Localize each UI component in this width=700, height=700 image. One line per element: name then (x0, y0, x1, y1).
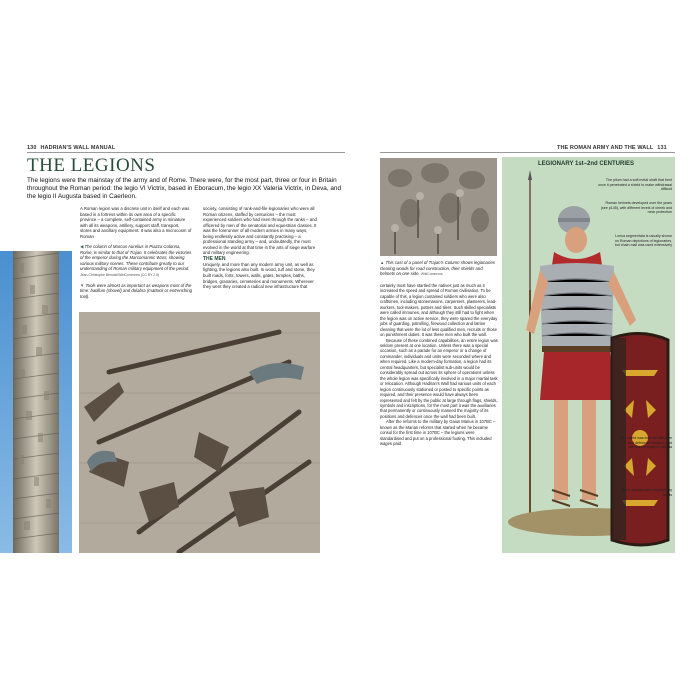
caption-pointer-icon: ▲ (380, 260, 386, 265)
note-sandals: Open sandals were replaced by boots (621, 488, 672, 497)
note-shield: The shield was both an offensive and defensive weapon, and carried the legion's insignia (619, 436, 672, 450)
note-helmet: Roman helmets developed over the years (see p145), with different levels of cheek and neck protection (600, 201, 672, 215)
caption-pointer-icon: ▼ (80, 282, 86, 288)
right-header-rule (380, 152, 675, 153)
legionary-box-title: LEGIONARY 1st–2nd CENTURIES (538, 161, 635, 167)
right-text-column (380, 283, 498, 447)
body-text: Uniquely, and more than any modern army unit, as well as fighting, the legions also built. In wood, turf and stone, they built roads, forts, towers, walls, gates, temples, baths, bridges, granaries, cemeteries and monuments. Wherever they went they created a radical new infrastructure that (203, 261, 315, 290)
note-pilum: The pilum had a soft metal shaft that bent once it penetrated a shield to make withdrawal difficult (598, 178, 672, 192)
body-text: A Roman legion was a discrete unit in itself and each was based in a fortress within its own area of a specific province – a complete, self-contained army in miniature with all its weapons, artillery, support staff, transport, stores and ancillary equipment. It was also a microcosm of Roman (80, 206, 192, 239)
trajan-column-cast-photo (380, 158, 497, 256)
text-column-1 (80, 206, 192, 299)
left-header-rule (27, 152, 345, 153)
note-lorica: Lorica segmentata is usually shown on Roman depictions of legionaries, but chain mail was used extensively (614, 234, 672, 248)
body-text: Because of these combined capabilities, an entire legion was seldom present at one location. Unless there was a special occasion, such as a parade for an emperor or a change of commander, individuals and units were seconded where and when required. Like a modern-day formation, a legion had its central headquarters, but specialist sub-units would be considerably spread out across its sphere of operations unless the whole legion was specifically involved in a major martial task or relocation. Although Hadrian's Wall had various units of each legion continuously stationed or posted to specific points as required, and their presence would have always been represented and felt by the public at large through flags, shields, symbols and inscriptions, for the most part it was the auxiliaries that permanently or continuously manned the majority of its positions and defences once the wall had been built. (380, 337, 498, 419)
subheading-the-men: THE MEN (203, 255, 226, 262)
body-text: certainly must have startled the natives just as much as it increased the speed and spread of Roman civilisation. To be capable of this, a legion contained soldiers who were also craftsmen, including stonemasons, carpenters, plasterers, lead-workers, tool-makers, potters and tilers. Such skilled specialists were called immunes, and although they still had to fight when the legion was on active service, they were spared the everyday jobs of guarding, patrolling, firewood collection and latrine cleaning that were the lot of less qualified men, recruits or those on punishment duties. It was these men who built the wall. (380, 283, 498, 338)
column-of-marcus-aurelius-photo (0, 251, 72, 553)
right-running-header: THE ROMAN ARMY AND THE WALL 131 (557, 145, 667, 151)
text-column-2 (203, 206, 318, 290)
caption-marcus-aurelius: ◀ The column of Marcus Aurelius in Piazza Colonna, Rome, is similar to that of Trajan. It celebrates the victories of the emperor during the Marcomannic Wars, showing various military scenes. These contribute greatly to our understanding of Roman military equipment of the period. Jean-Christophe Benoist/WikiCommons (CC BY 2.5) (80, 244, 192, 278)
caption-tools: ▼ Tools were almost as important as weapons most of the time: batillum (shovel) and dolabra (mattock or entrenching tool). (80, 282, 193, 299)
roman-tools-photo (79, 312, 320, 553)
intro-paragraph: The legions were the mainstay of the army and of Rome. There were, for the most part, three or four in Britain throughout the Roman period: the legio VI Victrix, based in Eboracum, the legio XX Valeria Victrix, in Deva, and the legio II Augusta based in Caerleon. (27, 177, 342, 201)
caption-pointer-icon: ◀ (80, 244, 85, 250)
left-running-header: 130 HADRIAN'S WALL MANUAL (27, 145, 116, 151)
caption-trajan-cast: ▲ This cast of a panel of Trajan's Column shows legionaries clearing woods for road construction, their shields and helmets on one side. WikiCommons (380, 260, 495, 277)
body-text: After the reforms to the military by Gaius Marius in 107BC – known as the Marian reforms that started when he became consul for the first time in 107BC – the legions were standardised and put on a professional footing. This included wages paid (380, 419, 496, 447)
body-text: society, consisting of rank-and-file legionaries who were all Roman citizens, staffed by centurions – the most experienced soldiers who had risen through the ranks – and officered by men of the senatorial and equestrian classes. It was the forerunner of all modern armies in many ways, being endlessly active and constantly practising – a professional standing army – and, undoubtedly, the most evolved in the world at that time in the arts of siege warfare and military engineering. (203, 206, 317, 256)
page-title: THE LEGIONS (27, 155, 156, 176)
